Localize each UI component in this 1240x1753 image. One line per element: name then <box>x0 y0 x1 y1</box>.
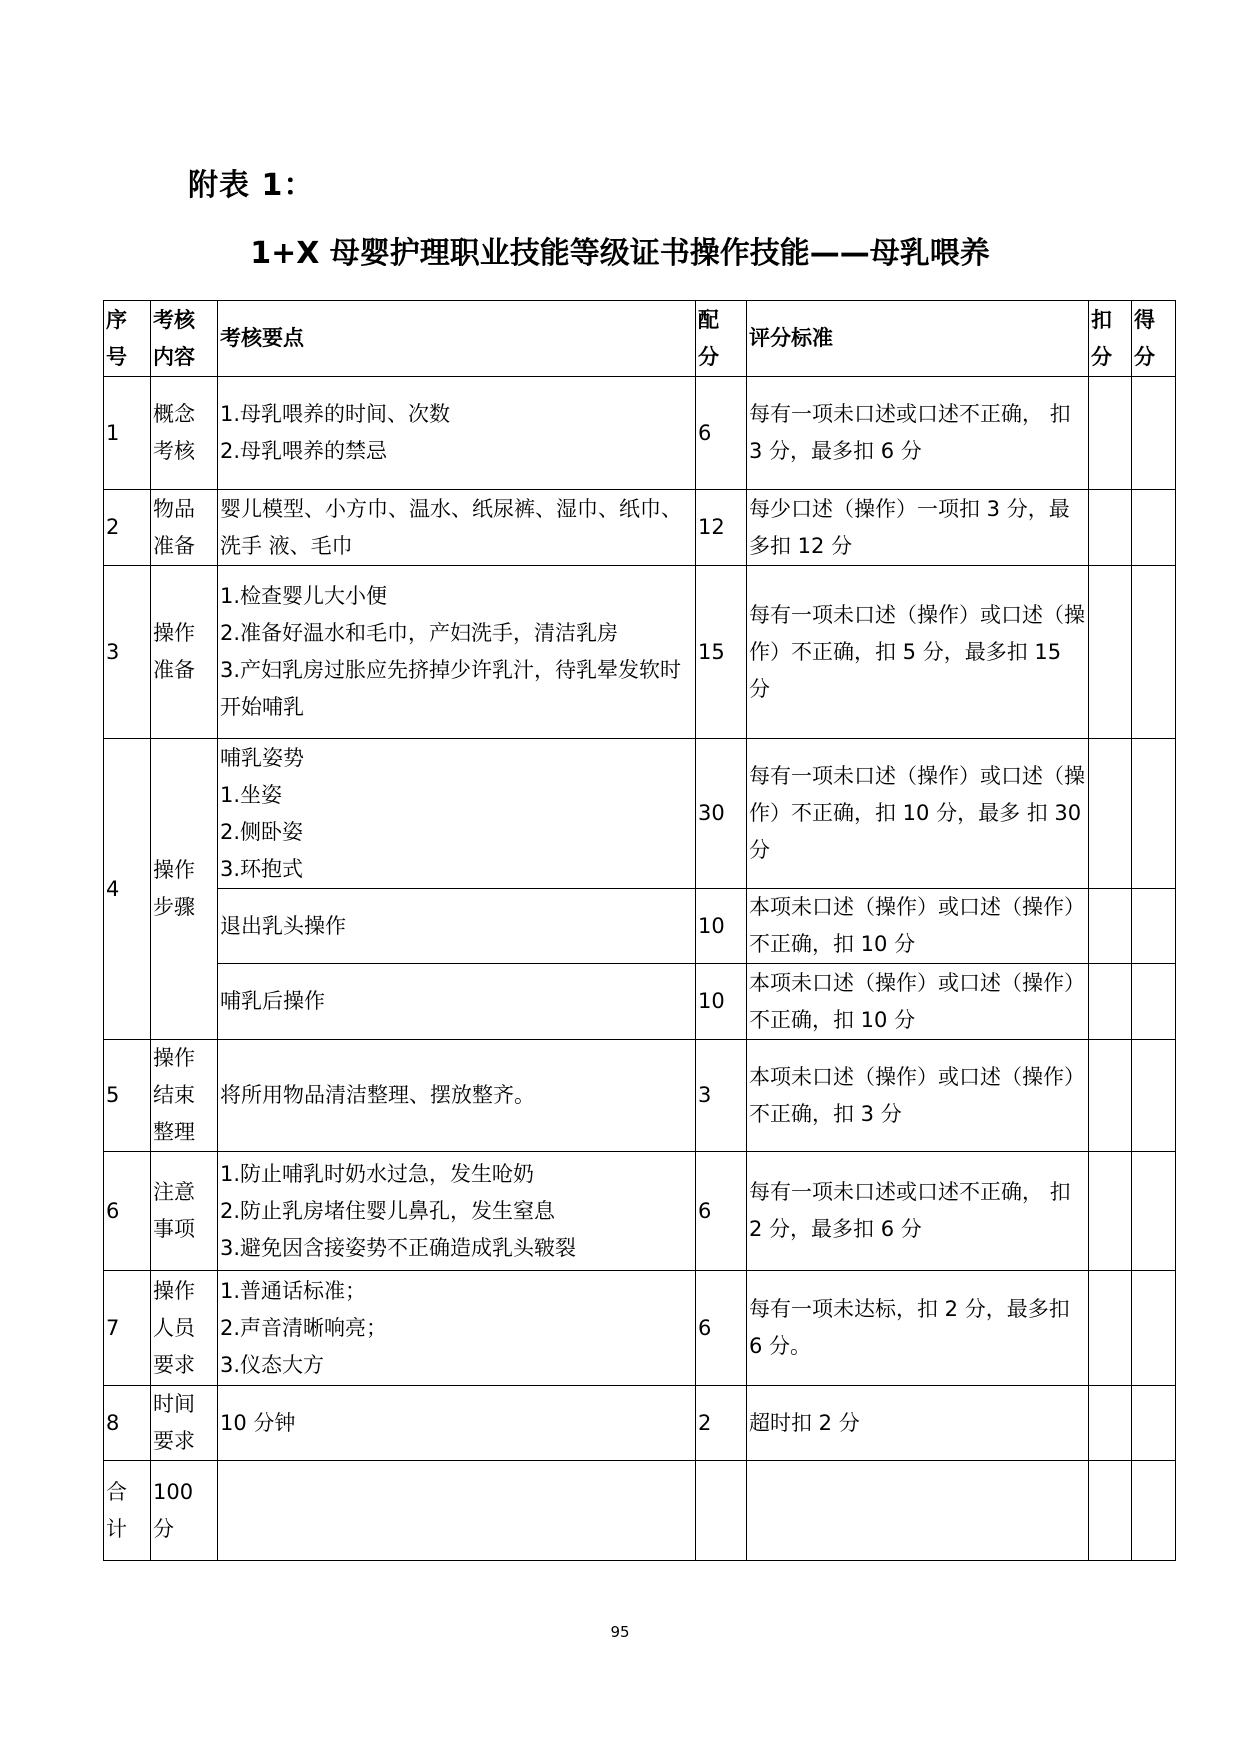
row-criteria: 超时扣 2 分 <box>747 1386 1089 1461</box>
header-criteria: 评分标准 <box>747 301 1089 377</box>
row-criteria: 每有一项未口述（操作）或口述（操作）不正确，扣 10 分，最多 扣 30 分 <box>747 739 1089 889</box>
row-got <box>1132 1040 1176 1152</box>
row-points: 1.普通话标准； 2.声音清晰响亮； 3.仪态大方 <box>218 1271 696 1386</box>
table-row <box>104 1386 1176 1461</box>
row-seq: 8 <box>104 1386 151 1461</box>
header-points: 考核要点 <box>218 301 696 377</box>
row-got <box>1132 490 1176 566</box>
row-seq: 6 <box>104 1152 151 1271</box>
row-deduct <box>1089 1040 1132 1152</box>
table-row <box>104 739 1176 889</box>
row-deduct <box>1089 566 1132 739</box>
row-deduct <box>1089 889 1132 964</box>
row-score: 10 <box>696 889 747 964</box>
row-seq: 5 <box>104 1040 151 1152</box>
row-got <box>1132 964 1176 1040</box>
row-criteria: 每有一项未达标，扣 2 分，最多扣 6 分。 <box>747 1271 1089 1386</box>
total-points <box>218 1461 696 1561</box>
row-criteria: 每有一项未口述或口述不正确， 扣 3 分，最多扣 6 分 <box>747 377 1089 490</box>
row-seq: 3 <box>104 566 151 739</box>
row-score: 6 <box>696 1271 747 1386</box>
row-seq: 1 <box>104 377 151 490</box>
row-content: 时间 要求 <box>151 1386 218 1461</box>
table-row <box>104 1152 1176 1271</box>
total-criteria <box>747 1461 1089 1561</box>
table-subrow <box>104 889 1176 964</box>
row-got <box>1132 1386 1176 1461</box>
row-criteria: 每少口述（操作）一项扣 3 分，最多扣 12 分 <box>747 490 1089 566</box>
row-content: 操作 准备 <box>151 566 218 739</box>
row-got <box>1132 739 1176 889</box>
row-points: 10 分钟 <box>218 1386 696 1461</box>
row-content: 操作 步骤 <box>151 739 218 1040</box>
row-score: 3 <box>696 1040 747 1152</box>
table-row <box>104 377 1176 490</box>
row-got <box>1132 1271 1176 1386</box>
row-points: 哺乳后操作 <box>218 964 696 1040</box>
row-deduct <box>1089 377 1132 490</box>
table-subrow <box>104 964 1176 1040</box>
row-content: 注意 事项 <box>151 1152 218 1271</box>
row-got <box>1132 889 1176 964</box>
row-content: 物品 准备 <box>151 490 218 566</box>
row-criteria: 每有一项未口述或口述不正确， 扣 2 分，最多扣 6 分 <box>747 1152 1089 1271</box>
row-score: 6 <box>696 1152 747 1271</box>
header-got: 得 分 <box>1132 301 1176 377</box>
row-points: 1.母乳喂养的时间、次数 2.母乳喂养的禁忌 <box>218 377 696 490</box>
row-got <box>1132 566 1176 739</box>
row-points: 1.防止哺乳时奶水过急，发生呛奶 2.防止乳房堵住婴儿鼻孔，发生窒息 3.避免因含接姿势不正确造成乳头皲裂 <box>218 1152 696 1271</box>
header-deduct: 扣 分 <box>1089 301 1132 377</box>
row-points: 婴儿模型、小方巾、温水、纸尿裤、湿巾、纸巾、洗手 液、毛巾 <box>218 490 696 566</box>
total-got <box>1132 1461 1176 1561</box>
row-seq: 2 <box>104 490 151 566</box>
total-score <box>696 1461 747 1561</box>
row-deduct <box>1089 964 1132 1040</box>
row-criteria: 本项未口述（操作）或口述（操作）不正确，扣 3 分 <box>747 1040 1089 1152</box>
header-content: 考核 内容 <box>151 301 218 377</box>
row-score: 15 <box>696 566 747 739</box>
row-got <box>1132 377 1176 490</box>
row-seq: 4 <box>104 739 151 1040</box>
row-points: 哺乳姿势 1.坐姿 2.侧卧姿 3.环抱式 <box>218 739 696 889</box>
row-score: 12 <box>696 490 747 566</box>
row-seq: 7 <box>104 1271 151 1386</box>
table-row <box>104 490 1176 566</box>
row-deduct <box>1089 1386 1132 1461</box>
row-deduct <box>1089 1271 1132 1386</box>
row-score: 30 <box>696 739 747 889</box>
row-deduct <box>1089 490 1132 566</box>
row-points: 1.检查婴儿大小便 2.准备好温水和毛巾，产妇洗手，清洁乳房 3.产妇乳房过胀应先挤掉少许乳汁，待乳晕发软时开始哺乳 <box>218 566 696 739</box>
row-points: 将所用物品清洁整理、摆放整齐。 <box>218 1040 696 1152</box>
row-got <box>1132 1152 1176 1271</box>
page-number: 95 <box>610 1623 630 1641</box>
row-score: 6 <box>696 377 747 490</box>
row-criteria: 本项未口述（操作）或口述（操作）不正确，扣 10 分 <box>747 889 1089 964</box>
row-points: 退出乳头操作 <box>218 889 696 964</box>
scoring-table <box>103 300 1176 1561</box>
row-criteria: 本项未口述（操作）或口述（操作）不正确，扣 10 分 <box>747 964 1089 1040</box>
row-criteria: 每有一项未口述（操作）或口述（操作）不正确，扣 5 分，最多扣 15 分 <box>747 566 1089 739</box>
header-row <box>104 301 1176 377</box>
total-row <box>104 1461 1176 1561</box>
row-deduct <box>1089 1152 1132 1271</box>
total-value: 100 分 <box>151 1461 218 1561</box>
total-label: 合 计 <box>104 1461 151 1561</box>
appendix-label: 附表 1： <box>188 168 315 203</box>
table-row <box>104 1040 1176 1152</box>
row-content: 操作 结束 整理 <box>151 1040 218 1152</box>
total-deduct <box>1089 1461 1132 1561</box>
row-deduct <box>1089 739 1132 889</box>
table-row <box>104 1271 1176 1386</box>
row-content: 操作 人员 要求 <box>151 1271 218 1386</box>
row-content: 概念 考核 <box>151 377 218 490</box>
header-score: 配 分 <box>696 301 747 377</box>
document-title: 1+X 母婴护理职业技能等级证书操作技能——母乳喂养 <box>250 236 990 271</box>
row-score: 2 <box>696 1386 747 1461</box>
row-score: 10 <box>696 964 747 1040</box>
header-seq: 序 号 <box>104 301 151 377</box>
table-row <box>104 566 1176 739</box>
